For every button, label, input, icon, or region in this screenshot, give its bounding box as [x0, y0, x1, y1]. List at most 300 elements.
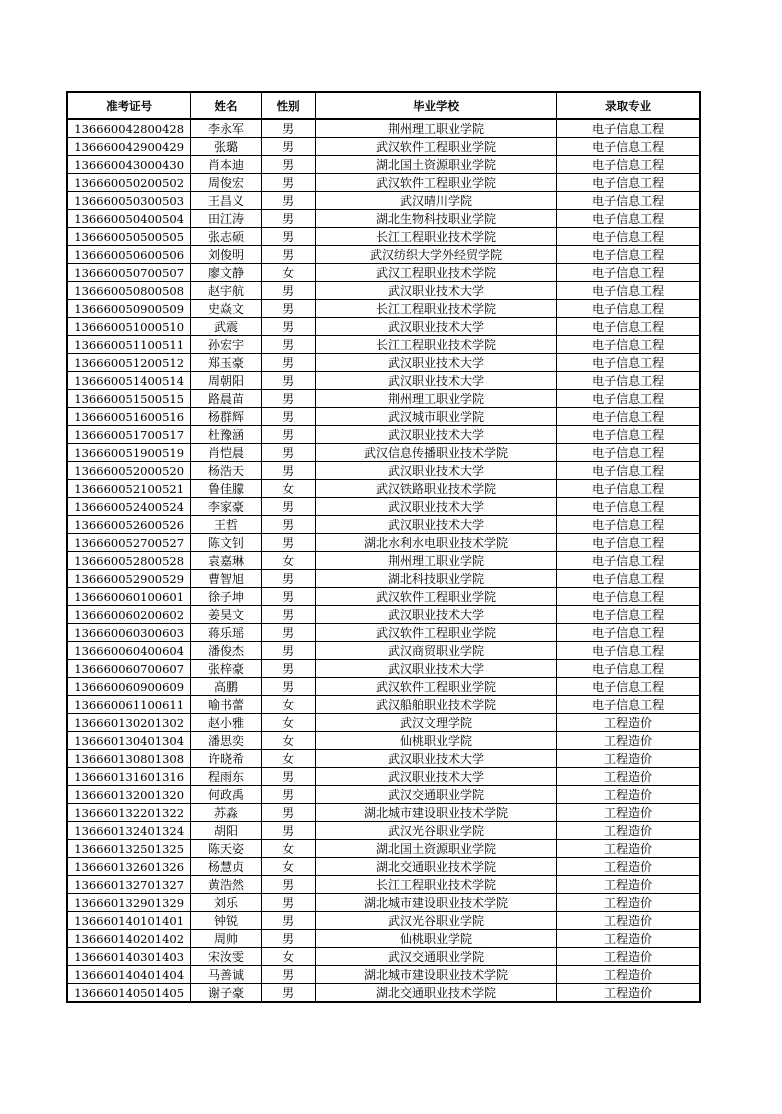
cell-school: 武汉职业技术大学: [315, 606, 557, 624]
cell-school: 湖北水利水电职业技术学院: [315, 534, 557, 552]
table-row: [67, 858, 700, 876]
table-row: [67, 192, 700, 210]
cell-name: 孙宏宇: [191, 336, 261, 354]
cell-gender: 女: [261, 750, 315, 768]
cell-school: 武汉信息传播职业技术学院: [315, 444, 557, 462]
cell-ticket-number: 136660060400604: [67, 642, 191, 660]
cell-gender: 男: [261, 498, 315, 516]
cell-gender: 男: [261, 210, 315, 228]
cell-name: 郑玉豪: [191, 354, 261, 372]
cell-school: 湖北城市建设职业技术学院: [315, 966, 557, 984]
cell-gender: 男: [261, 894, 315, 912]
cell-gender: 男: [261, 138, 315, 156]
cell-school: 仙桃职业学院: [315, 930, 557, 948]
cell-school: 武汉职业技术大学: [315, 462, 557, 480]
cell-school: 武汉职业技术大学: [315, 660, 557, 678]
table-row: [67, 390, 700, 408]
table-row: [67, 372, 700, 390]
cell-major: 工程造价: [557, 984, 700, 1003]
cell-gender: 男: [261, 588, 315, 606]
cell-ticket-number: 136660052700527: [67, 534, 191, 552]
cell-ticket-number: 136660060700607: [67, 660, 191, 678]
cell-ticket-number: 136660140201402: [67, 930, 191, 948]
cell-major: 电子信息工程: [557, 119, 700, 138]
cell-ticket-number: 136660132401324: [67, 822, 191, 840]
table-row: [67, 444, 700, 462]
cell-school: 武汉软件工程职业学院: [315, 138, 557, 156]
cell-school: 长江工程职业技术学院: [315, 300, 557, 318]
table-row: [67, 534, 700, 552]
cell-gender: 女: [261, 264, 315, 282]
cell-school: 湖北科技职业学院: [315, 570, 557, 588]
cell-gender: 男: [261, 642, 315, 660]
cell-gender: 男: [261, 354, 315, 372]
table-row: [67, 876, 700, 894]
cell-school: 武汉职业技术大学: [315, 768, 557, 786]
cell-major: 电子信息工程: [557, 372, 700, 390]
cell-gender: 男: [261, 300, 315, 318]
cell-ticket-number: 136660050500505: [67, 228, 191, 246]
cell-school: 武汉职业技术大学: [315, 372, 557, 390]
cell-name: 鲁佳朦: [191, 480, 261, 498]
table-row: [67, 930, 700, 948]
table-row: [67, 408, 700, 426]
cell-gender: 女: [261, 552, 315, 570]
cell-name: 程雨东: [191, 768, 261, 786]
table-row: [67, 426, 700, 444]
cell-ticket-number: 136660060100601: [67, 588, 191, 606]
cell-major: 电子信息工程: [557, 426, 700, 444]
cell-name: 潘俊杰: [191, 642, 261, 660]
table-row: [67, 606, 700, 624]
table-row: [67, 570, 700, 588]
cell-gender: 男: [261, 570, 315, 588]
cell-name: 周俊宏: [191, 174, 261, 192]
cell-ticket-number: 136660052400524: [67, 498, 191, 516]
cell-gender: 男: [261, 228, 315, 246]
cell-gender: 男: [261, 768, 315, 786]
table-row: [67, 264, 700, 282]
cell-gender: 男: [261, 462, 315, 480]
cell-gender: 男: [261, 246, 315, 264]
cell-school: 湖北生物科技职业学院: [315, 210, 557, 228]
cell-gender: 男: [261, 930, 315, 948]
header-gender: 性别: [261, 92, 315, 119]
cell-name: 潘思奕: [191, 732, 261, 750]
cell-major: 电子信息工程: [557, 174, 700, 192]
cell-ticket-number: 136660060900609: [67, 678, 191, 696]
cell-ticket-number: 136660050300503: [67, 192, 191, 210]
table-row: [67, 714, 700, 732]
cell-name: 宋汝雯: [191, 948, 261, 966]
cell-gender: 男: [261, 876, 315, 894]
cell-school: 武汉软件工程职业学院: [315, 174, 557, 192]
cell-major: 工程造价: [557, 966, 700, 984]
cell-school: 武汉交通职业学院: [315, 948, 557, 966]
cell-gender: 女: [261, 840, 315, 858]
cell-school: 武汉光谷职业学院: [315, 912, 557, 930]
cell-school: 武汉软件工程职业学院: [315, 624, 557, 642]
cell-major: 工程造价: [557, 912, 700, 930]
cell-gender: 男: [261, 426, 315, 444]
cell-name: 李永军: [191, 119, 261, 138]
cell-school: 武汉文理学院: [315, 714, 557, 732]
cell-school: 武汉工程职业技术学院: [315, 264, 557, 282]
cell-school: 湖北城市建设职业技术学院: [315, 894, 557, 912]
cell-ticket-number: 136660043000430: [67, 156, 191, 174]
cell-school: 武汉城市职业学院: [315, 408, 557, 426]
table-row: [67, 948, 700, 966]
header-ticket-number: 准考证号: [67, 92, 191, 119]
table-row: [67, 624, 700, 642]
cell-major: 电子信息工程: [557, 552, 700, 570]
cell-name: 陈天姿: [191, 840, 261, 858]
cell-major: 工程造价: [557, 768, 700, 786]
table-row: [67, 660, 700, 678]
table-row: [67, 912, 700, 930]
cell-name: 高鹏: [191, 678, 261, 696]
table-row: [67, 588, 700, 606]
cell-school: 湖北国土资源职业学院: [315, 156, 557, 174]
table-row: [67, 480, 700, 498]
cell-name: 刘俊明: [191, 246, 261, 264]
cell-gender: 男: [261, 678, 315, 696]
cell-gender: 男: [261, 408, 315, 426]
cell-major: 工程造价: [557, 732, 700, 750]
cell-school: 武汉职业技术大学: [315, 318, 557, 336]
cell-name: 王昌义: [191, 192, 261, 210]
table-row: [67, 984, 700, 1003]
cell-ticket-number: 136660051600516: [67, 408, 191, 426]
cell-major: 电子信息工程: [557, 444, 700, 462]
cell-name: 赵小雅: [191, 714, 261, 732]
cell-school: 武汉铁路职业技术学院: [315, 480, 557, 498]
table-row: [67, 894, 700, 912]
cell-name: 张璐: [191, 138, 261, 156]
cell-name: 袁嘉琳: [191, 552, 261, 570]
cell-gender: 男: [261, 534, 315, 552]
cell-major: 电子信息工程: [557, 390, 700, 408]
cell-major: 电子信息工程: [557, 516, 700, 534]
cell-name: 杜豫涵: [191, 426, 261, 444]
cell-name: 许晓希: [191, 750, 261, 768]
cell-name: 苏淼: [191, 804, 261, 822]
cell-school: 荆州理工职业学院: [315, 119, 557, 138]
cell-name: 赵宇航: [191, 282, 261, 300]
cell-school: 湖北国土资源职业学院: [315, 840, 557, 858]
table-row: [67, 228, 700, 246]
cell-name: 胡阳: [191, 822, 261, 840]
cell-name: 周帅: [191, 930, 261, 948]
cell-major: 电子信息工程: [557, 264, 700, 282]
cell-school: 长江工程职业技术学院: [315, 336, 557, 354]
table-row: [67, 498, 700, 516]
cell-school: 武汉晴川学院: [315, 192, 557, 210]
cell-ticket-number: 136660051000510: [67, 318, 191, 336]
table-row: [67, 462, 700, 480]
cell-school: 湖北交通职业技术学院: [315, 858, 557, 876]
cell-major: 工程造价: [557, 840, 700, 858]
cell-gender: 女: [261, 732, 315, 750]
cell-ticket-number: 136660042900429: [67, 138, 191, 156]
cell-major: 工程造价: [557, 876, 700, 894]
cell-name: 武震: [191, 318, 261, 336]
cell-name: 肖本迪: [191, 156, 261, 174]
cell-gender: 男: [261, 444, 315, 462]
table-row: [67, 336, 700, 354]
cell-ticket-number: 136660042800428: [67, 119, 191, 138]
cell-major: 工程造价: [557, 786, 700, 804]
cell-ticket-number: 136660051500515: [67, 390, 191, 408]
cell-major: 工程造价: [557, 858, 700, 876]
cell-major: 电子信息工程: [557, 678, 700, 696]
cell-gender: 女: [261, 696, 315, 714]
table-header: [67, 92, 700, 119]
cell-school: 湖北交通职业技术学院: [315, 984, 557, 1003]
cell-major: 电子信息工程: [557, 570, 700, 588]
cell-gender: 男: [261, 660, 315, 678]
cell-ticket-number: 136660140101401: [67, 912, 191, 930]
cell-ticket-number: 136660132901329: [67, 894, 191, 912]
cell-major: 电子信息工程: [557, 642, 700, 660]
cell-major: 电子信息工程: [557, 480, 700, 498]
cell-name: 张梓豪: [191, 660, 261, 678]
table-row: [67, 678, 700, 696]
cell-ticket-number: 136660052600526: [67, 516, 191, 534]
cell-ticket-number: 136660051700517: [67, 426, 191, 444]
cell-name: 何政禹: [191, 786, 261, 804]
cell-ticket-number: 136660130801308: [67, 750, 191, 768]
cell-ticket-number: 136660061100611: [67, 696, 191, 714]
cell-ticket-number: 136660130401304: [67, 732, 191, 750]
cell-ticket-number: 136660060300603: [67, 624, 191, 642]
cell-school: 武汉职业技术大学: [315, 282, 557, 300]
header-row: [67, 92, 700, 119]
cell-major: 电子信息工程: [557, 300, 700, 318]
cell-name: 廖文静: [191, 264, 261, 282]
cell-ticket-number: 136660060200602: [67, 606, 191, 624]
cell-gender: 男: [261, 372, 315, 390]
cell-gender: 女: [261, 714, 315, 732]
table-row: [67, 318, 700, 336]
cell-name: 喻书蕾: [191, 696, 261, 714]
cell-major: 电子信息工程: [557, 210, 700, 228]
cell-gender: 男: [261, 804, 315, 822]
table-row: [67, 696, 700, 714]
cell-ticket-number: 136660132701327: [67, 876, 191, 894]
cell-name: 李家豪: [191, 498, 261, 516]
cell-gender: 男: [261, 390, 315, 408]
cell-gender: 男: [261, 119, 315, 138]
cell-school: 仙桃职业学院: [315, 732, 557, 750]
cell-major: 电子信息工程: [557, 138, 700, 156]
cell-gender: 男: [261, 174, 315, 192]
cell-gender: 女: [261, 948, 315, 966]
cell-school: 武汉职业技术大学: [315, 426, 557, 444]
cell-school: 武汉职业技术大学: [315, 498, 557, 516]
cell-major: 工程造价: [557, 750, 700, 768]
cell-ticket-number: 136660052100521: [67, 480, 191, 498]
cell-gender: 男: [261, 156, 315, 174]
cell-ticket-number: 136660132501325: [67, 840, 191, 858]
cell-name: 杨慧贞: [191, 858, 261, 876]
cell-gender: 女: [261, 480, 315, 498]
cell-school: 荆州理工职业学院: [315, 552, 557, 570]
cell-gender: 男: [261, 624, 315, 642]
cell-name: 姜昊文: [191, 606, 261, 624]
table-body: [67, 119, 700, 1002]
cell-school: 湖北城市建设职业技术学院: [315, 804, 557, 822]
cell-school: 武汉软件工程职业学院: [315, 588, 557, 606]
cell-ticket-number: 136660050600506: [67, 246, 191, 264]
table-row: [67, 750, 700, 768]
cell-school: 武汉船舶职业技术学院: [315, 696, 557, 714]
table-row: [67, 732, 700, 750]
cell-ticket-number: 136660052000520: [67, 462, 191, 480]
cell-school: 武汉光谷职业学院: [315, 822, 557, 840]
table-row: [67, 119, 700, 138]
cell-gender: 男: [261, 336, 315, 354]
cell-school: 武汉交通职业学院: [315, 786, 557, 804]
table-row: [67, 786, 700, 804]
cell-major: 电子信息工程: [557, 588, 700, 606]
cell-major: 工程造价: [557, 822, 700, 840]
cell-major: 电子信息工程: [557, 462, 700, 480]
cell-ticket-number: 136660051100511: [67, 336, 191, 354]
admission-table: [66, 91, 701, 1003]
cell-gender: 男: [261, 966, 315, 984]
cell-major: 电子信息工程: [557, 498, 700, 516]
cell-ticket-number: 136660140501405: [67, 984, 191, 1003]
table-row: [67, 300, 700, 318]
cell-school: 武汉纺织大学外经贸学院: [315, 246, 557, 264]
cell-ticket-number: 136660131601316: [67, 768, 191, 786]
cell-name: 杨群辉: [191, 408, 261, 426]
cell-major: 电子信息工程: [557, 408, 700, 426]
cell-school: 长江工程职业技术学院: [315, 228, 557, 246]
cell-major: 电子信息工程: [557, 318, 700, 336]
cell-name: 王哲: [191, 516, 261, 534]
table-row: [67, 966, 700, 984]
cell-major: 工程造价: [557, 714, 700, 732]
cell-name: 徐子坤: [191, 588, 261, 606]
cell-name: 刘乐: [191, 894, 261, 912]
cell-major: 电子信息工程: [557, 336, 700, 354]
cell-ticket-number: 136660050800508: [67, 282, 191, 300]
header-name: 姓名: [191, 92, 261, 119]
cell-ticket-number: 136660050400504: [67, 210, 191, 228]
cell-major: 电子信息工程: [557, 660, 700, 678]
cell-gender: 男: [261, 282, 315, 300]
cell-ticket-number: 136660132001320: [67, 786, 191, 804]
cell-major: 电子信息工程: [557, 228, 700, 246]
cell-school: 武汉职业技术大学: [315, 354, 557, 372]
table-row: [67, 354, 700, 372]
cell-name: 曹智旭: [191, 570, 261, 588]
cell-ticket-number: 136660051200512: [67, 354, 191, 372]
cell-ticket-number: 136660140301403: [67, 948, 191, 966]
table-row: [67, 642, 700, 660]
cell-ticket-number: 136660052900529: [67, 570, 191, 588]
table-row: [67, 768, 700, 786]
table-row: [67, 246, 700, 264]
cell-gender: 男: [261, 984, 315, 1003]
cell-major: 电子信息工程: [557, 354, 700, 372]
table-row: [67, 822, 700, 840]
cell-name: 肖恺晨: [191, 444, 261, 462]
cell-name: 周朝阳: [191, 372, 261, 390]
header-school: 毕业学校: [315, 92, 557, 119]
cell-major: 电子信息工程: [557, 282, 700, 300]
cell-name: 杨浩天: [191, 462, 261, 480]
cell-gender: 男: [261, 822, 315, 840]
cell-major: 工程造价: [557, 894, 700, 912]
cell-name: 钟锐: [191, 912, 261, 930]
cell-major: 电子信息工程: [557, 156, 700, 174]
cell-major: 工程造价: [557, 930, 700, 948]
cell-ticket-number: 136660050900509: [67, 300, 191, 318]
cell-ticket-number: 136660052800528: [67, 552, 191, 570]
cell-gender: 男: [261, 912, 315, 930]
cell-ticket-number: 136660132201322: [67, 804, 191, 822]
cell-major: 工程造价: [557, 948, 700, 966]
cell-major: 电子信息工程: [557, 534, 700, 552]
cell-name: 陈文钊: [191, 534, 261, 552]
cell-name: 路晨苗: [191, 390, 261, 408]
table-row: [67, 804, 700, 822]
cell-name: 马善诚: [191, 966, 261, 984]
cell-name: 谢子豪: [191, 984, 261, 1003]
cell-name: 张志硕: [191, 228, 261, 246]
cell-ticket-number: 136660050700507: [67, 264, 191, 282]
cell-school: 武汉软件工程职业学院: [315, 678, 557, 696]
table-row: [67, 138, 700, 156]
cell-major: 电子信息工程: [557, 696, 700, 714]
cell-gender: 男: [261, 318, 315, 336]
header-major: 录取专业: [557, 92, 700, 119]
table-row: [67, 516, 700, 534]
table-row: [67, 174, 700, 192]
cell-major: 工程造价: [557, 804, 700, 822]
cell-school: 武汉职业技术大学: [315, 516, 557, 534]
table-row: [67, 156, 700, 174]
table-row: [67, 840, 700, 858]
cell-school: 荆州理工职业学院: [315, 390, 557, 408]
cell-school: 长江工程职业技术学院: [315, 876, 557, 894]
cell-gender: 男: [261, 786, 315, 804]
cell-name: 田江涛: [191, 210, 261, 228]
cell-name: 史焱文: [191, 300, 261, 318]
cell-gender: 男: [261, 516, 315, 534]
cell-ticket-number: 136660140401404: [67, 966, 191, 984]
table-row: [67, 552, 700, 570]
table-row: [67, 282, 700, 300]
cell-ticket-number: 136660051900519: [67, 444, 191, 462]
table-row: [67, 210, 700, 228]
cell-major: 电子信息工程: [557, 246, 700, 264]
cell-major: 电子信息工程: [557, 192, 700, 210]
cell-name: 蒋乐瑶: [191, 624, 261, 642]
cell-gender: 女: [261, 858, 315, 876]
cell-ticket-number: 136660051400514: [67, 372, 191, 390]
cell-gender: 男: [261, 606, 315, 624]
cell-gender: 男: [261, 192, 315, 210]
cell-school: 武汉商贸职业学院: [315, 642, 557, 660]
cell-major: 电子信息工程: [557, 606, 700, 624]
cell-major: 电子信息工程: [557, 624, 700, 642]
cell-ticket-number: 136660050200502: [67, 174, 191, 192]
cell-ticket-number: 136660130201302: [67, 714, 191, 732]
